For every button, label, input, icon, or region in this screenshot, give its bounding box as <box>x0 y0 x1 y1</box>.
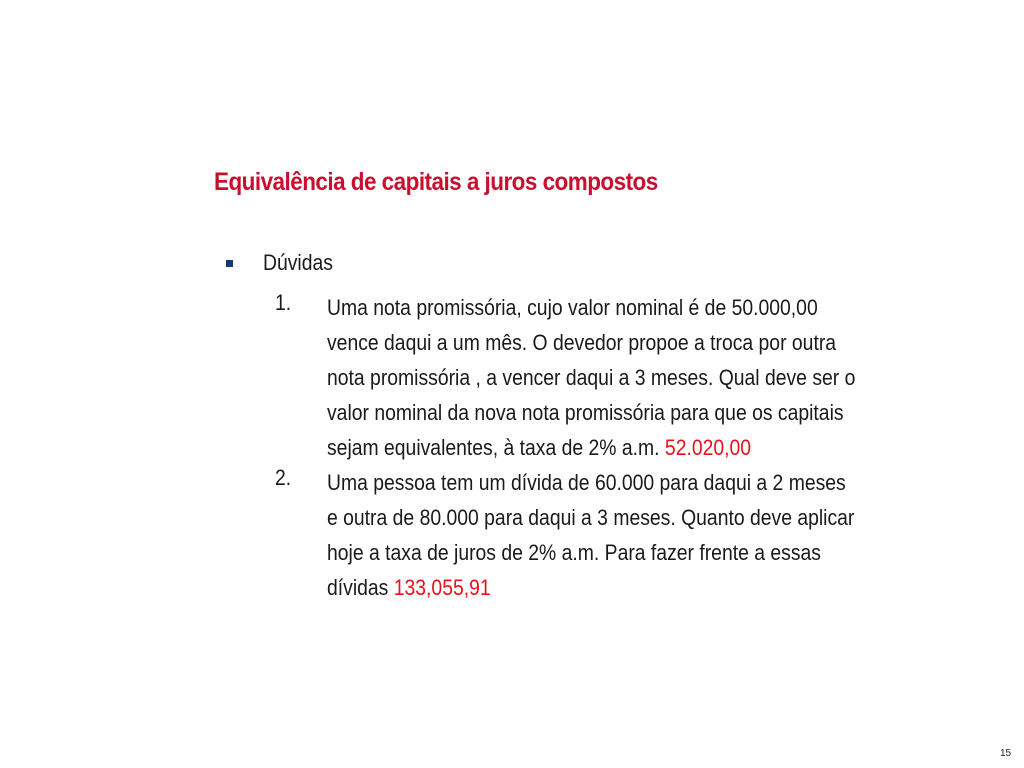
item-line: Uma nota promissória, cujo valor nominal é de 50.000,00 <box>327 295 818 320</box>
item-line: e outra de 80.000 para daqui a 3 meses. Quanto deve aplicar <box>327 505 855 530</box>
item-line-last <box>327 570 969 605</box>
item-text <box>327 290 969 465</box>
item-text <box>327 465 969 605</box>
page-number: 15 <box>1000 748 1012 759</box>
item-line: hoje a taxa de juros de 2% a.m. Para fazer frente a essas <box>327 540 821 565</box>
answer-value: 133,055,91 <box>393 575 491 600</box>
item-line: Uma pessoa tem um dívida de 60.000 para daqui a 2 meses <box>327 470 846 495</box>
square-bullet-icon <box>226 260 233 267</box>
bullet-label: Dúvidas <box>263 250 333 275</box>
item-number: 1. <box>275 290 292 315</box>
bullet-dúvidas <box>226 250 333 275</box>
item-line: vence daqui a um mês. O devedor propoe a troca por outra <box>327 330 837 355</box>
item-line-text: sejam equivalentes, à taxa de 2% a.m. <box>327 435 660 460</box>
item-line-last <box>327 430 969 465</box>
answer-value: 52.020,00 <box>664 435 752 460</box>
item-line: valor nominal da nova nota promissória para que os capitais <box>327 400 844 425</box>
item-line: nota promissória , a vencer daqui a 3 meses. Qual deve ser o <box>327 365 856 390</box>
item-line-text: dívidas <box>327 575 389 600</box>
slide-title: Equivalência de capitais a juros compostos <box>214 168 658 196</box>
item-number: 2. <box>275 465 292 490</box>
